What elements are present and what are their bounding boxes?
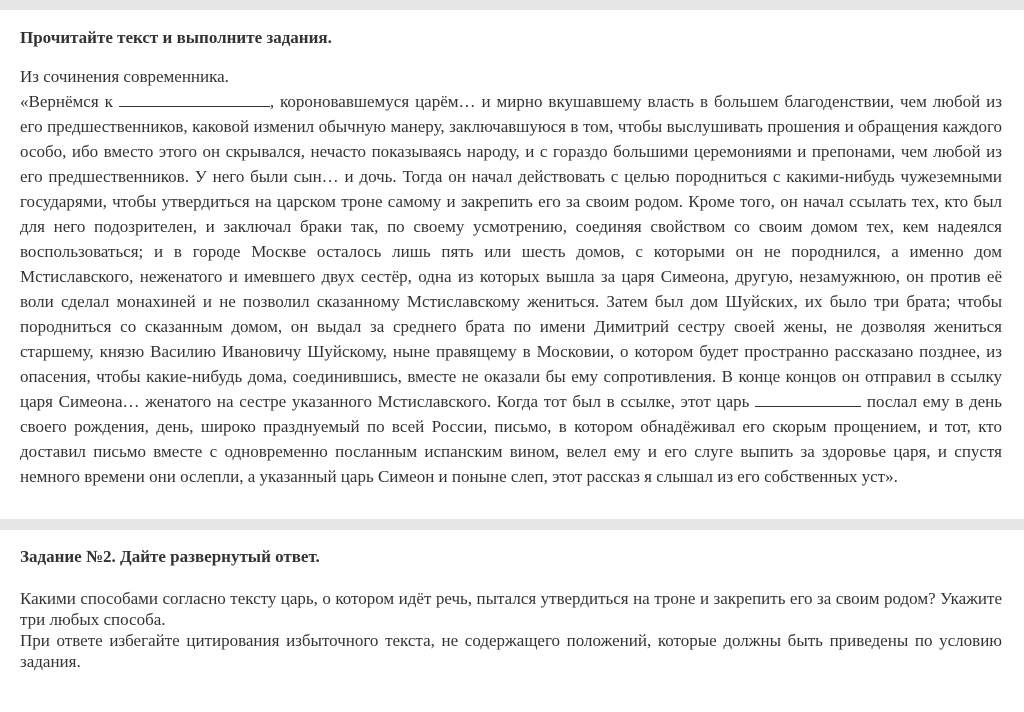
reading-heading: Прочитайте текст и выполните задания. [20,28,332,47]
task-heading: Задание №2. Дайте развернутый ответ. [20,547,320,566]
section-divider [0,519,1024,530]
text-part-3: послал ему в день своего рождения, день, широко празднуемый по всей России, письмо, в котором обнадёживал его скорым прощением, и тот, кто доставил письмо вместе с одновременно посланным испанским вином, велел ему и его слуге выпить за здоровье царя, и спустя немного времени они ослепли, а указанный царь Симеон и поныне слеп, этот рассказ я слышал из его собственных уст». [20,392,1003,486]
text-part-1: «Вернёмся к [20,92,113,111]
source-label: Из сочинения современника. [20,67,229,86]
blank-line-1 [119,92,270,107]
task-section [0,530,1024,672]
source-text [20,89,1002,489]
reading-section [0,10,1024,519]
task-question: Какими способами согласно тексту царь, о котором идёт речь, пытался утвердиться на троне и закрепить его за своим родом? Укажите три любых способа. [20,589,1002,629]
task-instruction: При ответе избегайте цитирования избыточного текста, не содержащего положений, которые должны быть приведены по условию задания. [20,631,1002,671]
blank-line-2 [755,392,861,407]
top-divider [0,0,1024,10]
text-part-2: , короновавшемуся царём… и мирно вкушавшему власть в большем благоденствии, чем любой из его предшественников, каковой изменил обычную манеру, заключавшуюся в том, чтобы выслушивать прошения и обращения каждого особо, ибо вместо этого он скрывался, нечасто показываясь народу, и с гораздо большими церемониями и препонами, чем любой из его предшественников. У него были сын… и дочь. Тогда он начал действовать с целью породниться с какими-нибудь чужеземными государями, чтобы утвердиться на царском троне самому и закрепить его за своим родом. Кроме того, он начал ссылать тех, кто был для него подозрителен, и заключал браки так, по своему усмотрению, соединяя свойством со своим домом тех, кем надеялся воспользоваться; и в городе Москве осталось лишь пять или шесть домов, с которыми он не породнился, а именно дом Мстиславского, неженатого и имевшего двух сестёр, одна из которых вышла за царя Симеона, другую, незамужнюю, он против её воли сделал монахиней и не позволил сказанному Мстиславскому жениться. Затем был дом Шуйских, их было три брата; чтобы породниться со сказанным домом, он выдал за среднего брата по имени Димитрий сестру своей жены, не дозволяя жениться старшему, князю Василию Ивановичу Шуйскому, ныне правящему в Московии, о котором будет пространно рассказано позднее, из опасения, чтобы какие-нибудь дома, соединившись, вместе не оказали бы ему сопротивления. В конце концов он отправил в ссылку царя Симеона… женатого на сестре указанного Мстиславского. Когда тот был в ссылке, этот царь [20,92,1002,411]
